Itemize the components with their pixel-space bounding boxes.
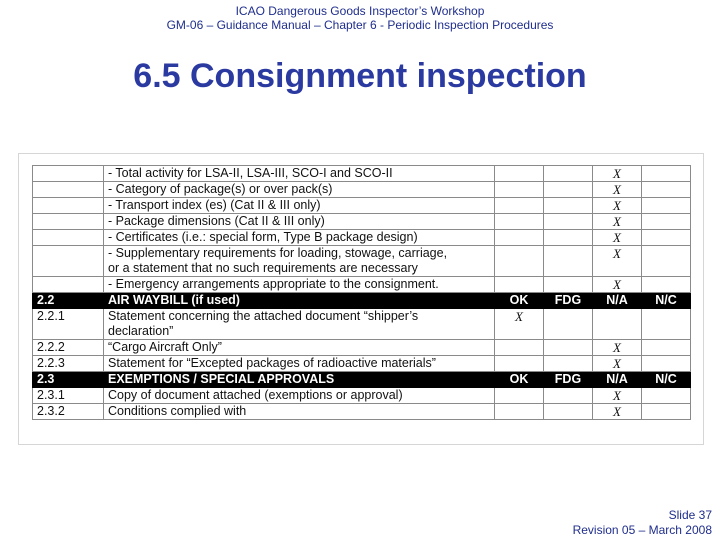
- col-na: X: [593, 182, 642, 198]
- inspection-checklist-table: [32, 165, 691, 420]
- item-description: [104, 309, 495, 340]
- item-text-continued: declaration”: [108, 324, 174, 338]
- item-description: [104, 166, 495, 182]
- col-ok: [495, 340, 544, 356]
- col-na: [593, 309, 642, 340]
- checklist-row: [33, 388, 691, 404]
- item-number: [33, 230, 104, 246]
- manual-reference: GM-06 – Guidance Manual – Chapter 6 - Periodic Inspection Procedures: [166, 18, 554, 32]
- item-text: Statement concerning the attached document “shipper’s: [108, 309, 419, 323]
- col-na-header: N/A: [593, 293, 642, 309]
- checklist-row: [33, 340, 691, 356]
- col-ok: [495, 246, 544, 277]
- checklist-row: [33, 198, 691, 214]
- col-nc: [642, 198, 691, 214]
- revision-info: Revision 05 – March 2008: [572, 523, 712, 537]
- item-text: - Supplementary requirements for loading, stowage, carriage,: [108, 246, 448, 260]
- col-ok: [495, 388, 544, 404]
- col-na-header: N/A: [593, 372, 642, 388]
- col-ok: [495, 182, 544, 198]
- item-description: [104, 293, 495, 309]
- item-description: [104, 198, 495, 214]
- item-number: 2.3.2: [33, 404, 104, 420]
- col-ok: [495, 198, 544, 214]
- checklist-row: [33, 230, 691, 246]
- col-ok: [495, 214, 544, 230]
- item-description: [104, 340, 495, 356]
- col-fdg: [544, 356, 593, 372]
- col-na: X: [593, 340, 642, 356]
- item-description: [104, 214, 495, 230]
- item-number: [33, 198, 104, 214]
- item-number: [33, 166, 104, 182]
- item-text: Statement for “Excepted packages of radioactive materials”: [108, 356, 436, 370]
- col-nc: [642, 230, 691, 246]
- item-text: - Total activity for LSA-II, LSA-III, SCO-I and SCO-II: [108, 166, 393, 180]
- col-nc: [642, 388, 691, 404]
- col-fdg: [544, 214, 593, 230]
- item-description: [104, 182, 495, 198]
- col-fdg: [544, 309, 593, 340]
- item-number: [33, 246, 104, 277]
- slide-number: Slide 37: [668, 508, 712, 522]
- col-ok: [495, 277, 544, 293]
- col-fdg: [544, 230, 593, 246]
- col-ok: [495, 404, 544, 420]
- item-text: - Package dimensions (Cat II & III only): [108, 214, 325, 228]
- checklist-row: [33, 309, 691, 340]
- col-fdg: [544, 198, 593, 214]
- item-description: [104, 277, 495, 293]
- col-nc: [642, 356, 691, 372]
- col-fdg: [544, 182, 593, 198]
- col-na: X: [593, 404, 642, 420]
- col-nc: [642, 404, 691, 420]
- col-fdg-header: FDG: [544, 372, 593, 388]
- col-nc: [642, 166, 691, 182]
- col-na: X: [593, 356, 642, 372]
- item-text: - Certificates (i.e.: special form, Type B package design): [108, 230, 418, 244]
- item-description: [104, 246, 495, 277]
- col-na: X: [593, 230, 642, 246]
- item-number: [33, 182, 104, 198]
- page-title: 6.5 Consignment inspection: [133, 57, 587, 95]
- col-na: X: [593, 166, 642, 182]
- checklist-row: [33, 166, 691, 182]
- item-number: 2.2: [33, 293, 104, 309]
- col-nc: [642, 182, 691, 198]
- item-text: “Cargo Aircraft Only”: [108, 340, 222, 354]
- col-fdg: [544, 166, 593, 182]
- workshop-title: ICAO Dangerous Goods Inspector’s Workshop: [235, 4, 485, 18]
- item-text-continued: or a statement that no such requirements are necessary: [108, 261, 418, 275]
- item-description: [104, 388, 495, 404]
- col-ok-header: OK: [495, 293, 544, 309]
- item-text: Copy of document attached (exemptions or approval): [108, 388, 403, 402]
- col-nc: [642, 309, 691, 340]
- checklist-row: [33, 182, 691, 198]
- item-number: 2.2.3: [33, 356, 104, 372]
- item-description: [104, 372, 495, 388]
- item-number: [33, 214, 104, 230]
- section-header-row: [33, 293, 691, 309]
- checklist-row: [33, 277, 691, 293]
- item-description: [104, 404, 495, 420]
- item-description: [104, 230, 495, 246]
- checklist-row: [33, 356, 691, 372]
- checklist-row: [33, 246, 691, 277]
- col-na: X: [593, 198, 642, 214]
- col-na: X: [593, 388, 642, 404]
- col-fdg: [544, 246, 593, 277]
- item-text: - Category of package(s) or over pack(s): [108, 182, 333, 196]
- col-fdg: [544, 404, 593, 420]
- item-text: - Emergency arrangements appropriate to the consignment.: [108, 277, 439, 291]
- item-text: Conditions complied with: [108, 404, 247, 418]
- item-number: 2.2.1: [33, 309, 104, 340]
- section-header-row: [33, 372, 691, 388]
- col-ok: X: [495, 309, 544, 340]
- col-na: X: [593, 277, 642, 293]
- checklist-row: [33, 404, 691, 420]
- col-ok: [495, 356, 544, 372]
- col-nc-header: N/C: [642, 293, 691, 309]
- item-text: EXEMPTIONS / SPECIAL APPROVALS: [108, 372, 335, 386]
- col-na: X: [593, 214, 642, 230]
- item-text: - Transport index (es) (Cat II & III only): [108, 198, 321, 212]
- item-number: 2.3: [33, 372, 104, 388]
- col-fdg: [544, 277, 593, 293]
- item-number: 2.2.2: [33, 340, 104, 356]
- item-description: [104, 356, 495, 372]
- checklist-image: [18, 153, 704, 445]
- col-fdg: [544, 340, 593, 356]
- col-nc: [642, 340, 691, 356]
- checklist-row: [33, 214, 691, 230]
- col-nc: [642, 246, 691, 277]
- col-ok-header: OK: [495, 372, 544, 388]
- col-ok: [495, 166, 544, 182]
- item-text: AIR WAYBILL (if used): [108, 293, 240, 307]
- col-ok: [495, 230, 544, 246]
- col-nc: [642, 214, 691, 230]
- col-na: X: [593, 246, 642, 277]
- item-number: [33, 277, 104, 293]
- col-nc: [642, 277, 691, 293]
- col-fdg: [544, 388, 593, 404]
- col-nc-header: N/C: [642, 372, 691, 388]
- col-fdg-header: FDG: [544, 293, 593, 309]
- item-number: 2.3.1: [33, 388, 104, 404]
